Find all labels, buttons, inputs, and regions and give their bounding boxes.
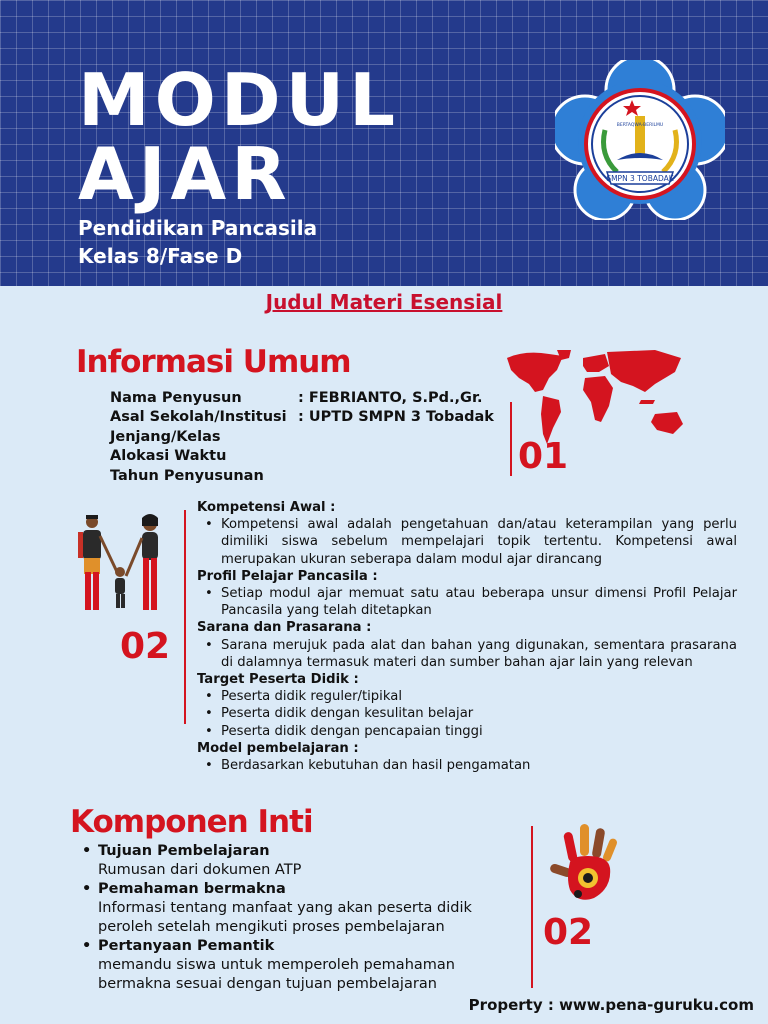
component-heading: • Pemahaman bermakna	[80, 880, 520, 899]
list-item: • Berdasarkan kebutuhan dan hasil pengamatan	[197, 757, 737, 774]
list-item: • Setiap modul ajar memuat satu atau beberapa unsur dimensi Profil Pelajar Pancasila yang telah ditetapkan	[197, 585, 737, 619]
component-desc: memandu siswa untuk memperoleh pemahaman bermakna sesuai dengan tujuan pembelajaran	[98, 957, 455, 992]
family-illustration-icon	[72, 512, 172, 622]
general-info-title: Informasi Umum	[76, 344, 351, 380]
info-row	[110, 447, 494, 467]
title-modul: MODUL	[78, 58, 400, 142]
list-item: • Peserta didik dengan pencapaian tinggi	[197, 723, 737, 740]
component-heading: • Pertanyaan Pemantik	[80, 937, 520, 956]
essential-material-title: Judul Materi Esensial	[265, 290, 503, 314]
component-heading: • Tujuan Pembelajaran	[80, 842, 520, 861]
divider-line	[184, 510, 186, 724]
property-footer: Property : www.pena-guruku.com	[468, 996, 754, 1014]
colorful-hand-icon	[548, 822, 632, 908]
info-label: Jenjang/Kelas	[110, 428, 221, 445]
info-value: : UPTD SMPN 3 Tobadak	[298, 409, 494, 426]
core-components-title: Komponen Inti	[70, 804, 313, 840]
divider-line	[531, 826, 533, 988]
pancasila-profile-heading: Profil Pelajar Pancasila :	[197, 568, 378, 584]
info-row	[110, 466, 494, 486]
list-item: • Kompetensi awal adalah pengetahuan dan/atau keterampilan yang perlu dimiliki siswa sebelum mempelajari topik tertentu. Kompetensi awal merupakan ukuran seberapa dalam modul ajar dirancang	[197, 516, 737, 568]
divider-line	[510, 402, 512, 476]
info-row	[110, 427, 494, 447]
info-label: Tahun Penyusunan	[110, 467, 264, 484]
section-number-01: 01	[518, 436, 569, 477]
section-number-02-core: 02	[543, 912, 594, 953]
logo-school-name: SMPN 3 TOBADAK	[606, 174, 674, 183]
general-info-list	[110, 388, 494, 486]
info-row	[110, 388, 494, 408]
component-desc: Informasi tentang manfaat yang akan peserta didik peroleh setelah mengikuti proses pembelajaran	[98, 900, 472, 935]
info-row	[110, 408, 494, 428]
target-students-heading: Target Peserta Didik :	[197, 672, 359, 688]
list-item: • Sarana merujuk pada alat dan bahan yang digunakan, sementara prasarana di dalamnya termasuk materi dan sumber bahan ajar lain yang relevan	[197, 637, 737, 671]
title-ajar: AJAR	[78, 132, 292, 216]
learning-model-heading: Model pembelajaran :	[197, 740, 359, 756]
header-banner	[0, 0, 768, 286]
component-desc: Rumusan dari dokumen ATP	[98, 862, 302, 878]
info-label: Alokasi Waktu	[110, 448, 227, 465]
list-item: • Peserta didik dengan kesulitan belajar	[197, 705, 737, 722]
school-logo-icon	[555, 60, 725, 220]
info-label: Nama Penyusun	[110, 389, 242, 406]
initial-competence-heading: Kompetensi Awal :	[197, 500, 336, 515]
list-item: • Peserta didik reguler/tipikal	[197, 688, 737, 705]
module-details	[197, 499, 737, 774]
world-map-icon	[505, 348, 691, 448]
core-components-list	[80, 842, 520, 994]
info-label: Asal Sekolah/Institusi	[110, 409, 287, 426]
grade-phase: Kelas 8/Fase D	[78, 244, 243, 268]
logo-motto: BERTAQWA·BERILMU	[616, 123, 664, 128]
section-number-02: 02	[120, 626, 171, 667]
subject-name: Pendidikan Pancasila	[78, 216, 318, 240]
info-value: : FEBRIANTO, S.Pd.,Gr.	[298, 389, 483, 406]
facilities-heading: Sarana dan Prasarana :	[197, 620, 372, 636]
